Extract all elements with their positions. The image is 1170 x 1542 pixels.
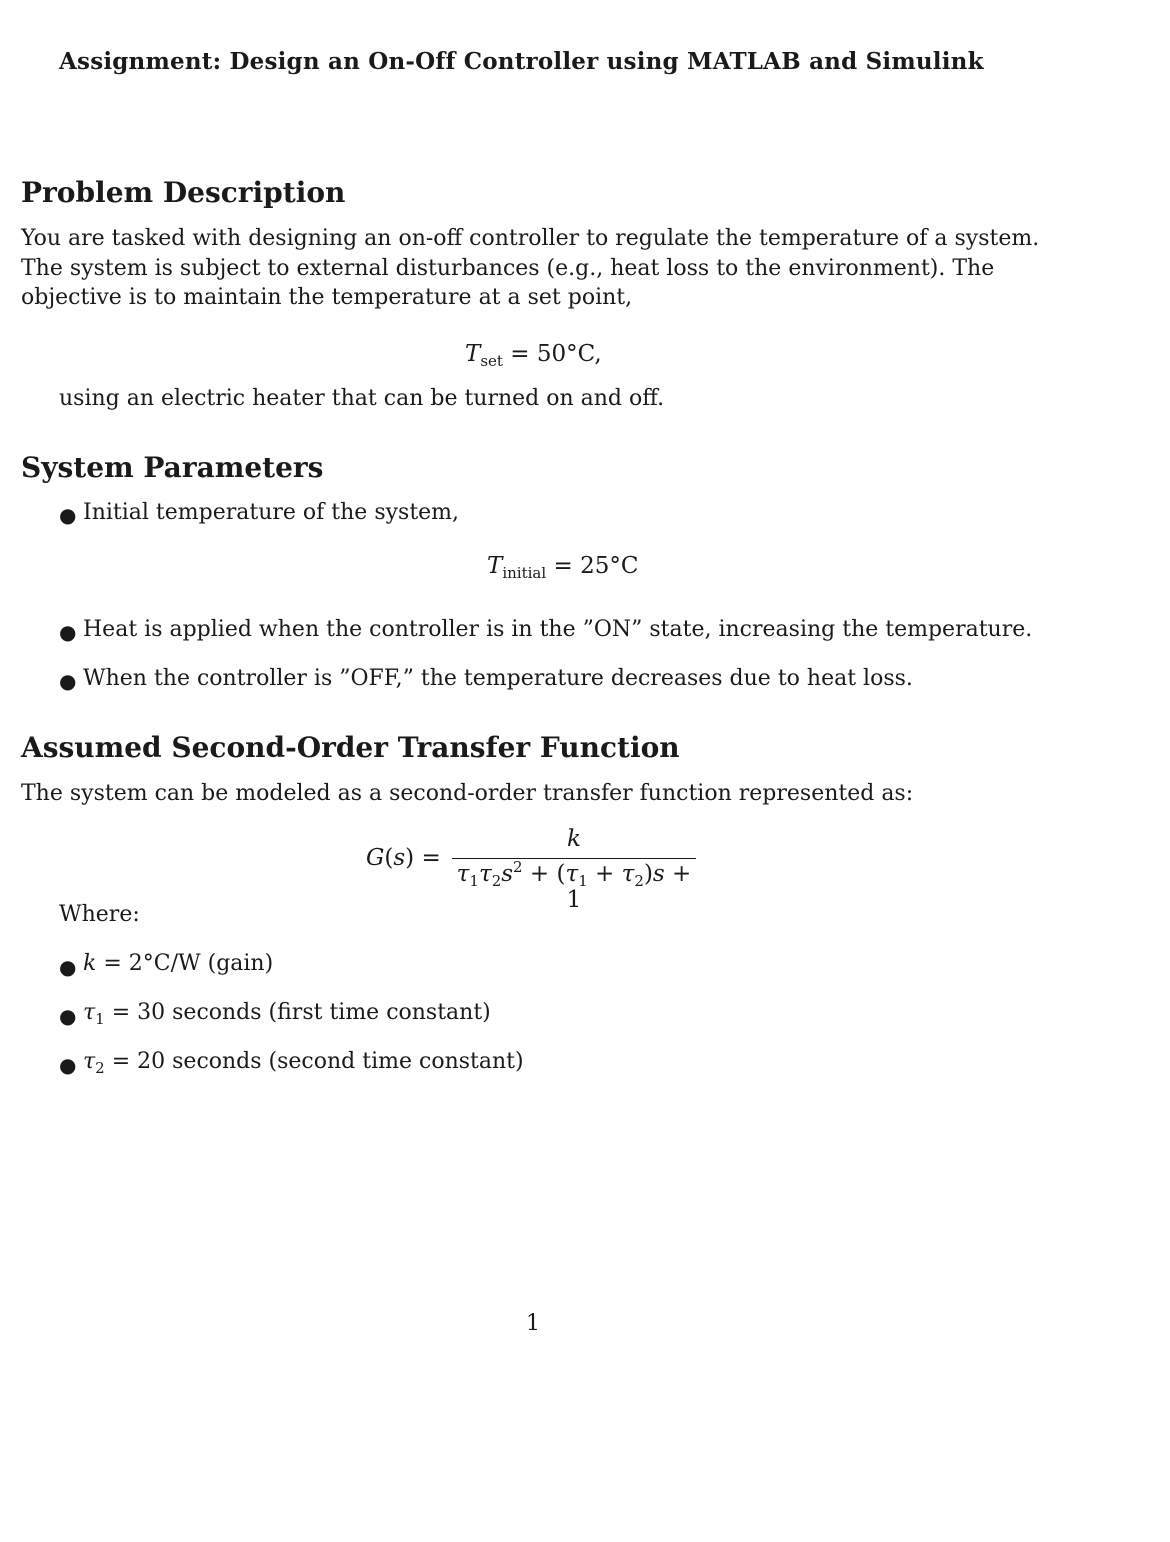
param-text: = 20 seconds (second time constant) bbox=[111, 1049, 524, 1074]
initial-value: = 25°C bbox=[553, 553, 639, 579]
param-symbol: τ bbox=[83, 1000, 96, 1025]
fraction-denominator: $\tau_1\tau_2s^2 + (\tau_1 + \tau_2)s + 1$ bbox=[456, 858, 692, 913]
param-symbol: τ bbox=[83, 1049, 96, 1074]
param-tau1 bbox=[83, 1000, 491, 1028]
setpoint-symbol: T bbox=[465, 341, 481, 367]
setpoint-subscript: set bbox=[480, 352, 503, 370]
bullet-icon: ● bbox=[59, 955, 77, 979]
problem-paragraph: You are tasked with designing an on-off controller to regulate the temperature of a system. The system is subject to external disturbances (e.g., heat loss to the environment). The objective is to maintain the temperature at a set point, bbox=[21, 226, 1040, 310]
transfer-function-fraction bbox=[452, 826, 696, 913]
param-text: = 30 seconds (first time constant) bbox=[111, 1000, 491, 1025]
initial-symbol: T bbox=[487, 553, 503, 579]
bullet-icon: ● bbox=[59, 1053, 77, 1077]
bullet-heat-off: When the controller is ”OFF,” the temperature decreases due to heat loss. bbox=[83, 666, 913, 691]
heading-transfer-function: Assumed Second-Order Transfer Function bbox=[21, 731, 680, 764]
where-label: Where: bbox=[59, 902, 140, 927]
heater-sentence: using an electric heater that can be turned on and off. bbox=[59, 386, 665, 411]
transfer-function-paragraph: The system can be modeled as a second-order transfer function represented as: bbox=[21, 781, 914, 806]
param-tau2 bbox=[83, 1049, 524, 1077]
bullet-heat-on: Heat is applied when the controller is in the ”ON” state, increasing the temperature. bbox=[83, 617, 1033, 642]
page-number: 1 bbox=[526, 1311, 540, 1336]
initial-subscript: initial bbox=[502, 564, 547, 582]
bullet-icon: ● bbox=[59, 620, 77, 644]
heading-problem-description: Problem Description bbox=[21, 176, 346, 209]
bullet-icon: ● bbox=[59, 669, 77, 693]
bullet-icon: ● bbox=[59, 503, 77, 527]
setpoint-value: = 50°C, bbox=[510, 341, 602, 367]
param-subscript: 1 bbox=[95, 1010, 105, 1028]
document-title: Assignment: Design an On-Off Controller using MATLAB and Simulink bbox=[59, 48, 984, 75]
param-subscript: 2 bbox=[95, 1059, 105, 1077]
heading-system-parameters: System Parameters bbox=[21, 451, 324, 484]
fraction-numerator: k bbox=[567, 826, 581, 852]
bullet-icon: ● bbox=[59, 1004, 77, 1028]
param-text: = 2°C/W (gain) bbox=[103, 951, 274, 976]
setpoint-equation bbox=[465, 341, 602, 370]
transfer-function-lhs: G(s) = bbox=[366, 845, 441, 871]
bullet-initial-temp: Initial temperature of the system, bbox=[83, 500, 460, 525]
param-symbol: k bbox=[83, 951, 97, 976]
param-gain bbox=[83, 951, 273, 976]
initial-temp-equation bbox=[487, 553, 639, 582]
